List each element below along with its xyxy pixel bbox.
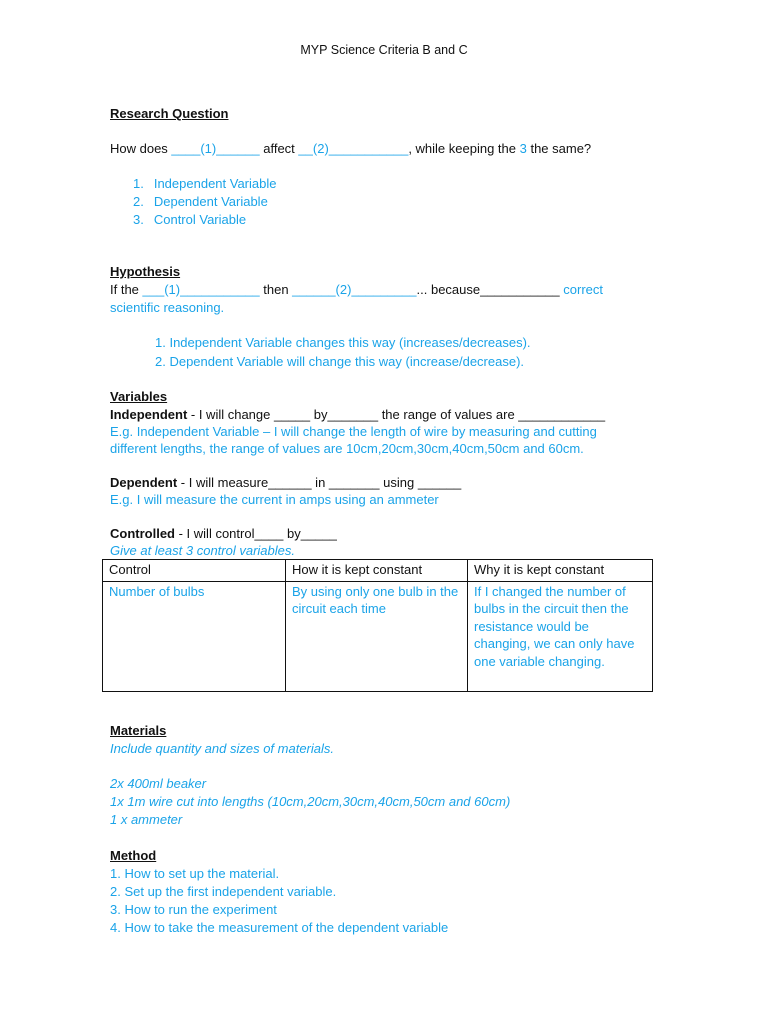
table-row xyxy=(103,581,653,691)
table-header-control: Control xyxy=(103,560,286,582)
method-step-3: 3. How to run the experiment xyxy=(110,902,277,917)
rq-text-4: the same? xyxy=(526,141,592,156)
hypothesis-heading: Hypothesis xyxy=(110,264,181,279)
hyp-text-2: then xyxy=(259,282,293,297)
dependent-example: E.g. I will measure the current in amps using an ammeter xyxy=(110,492,439,507)
dependent-line xyxy=(110,475,461,490)
hyp-text-3: ... because___________ xyxy=(416,282,564,297)
method-step-2: 2. Set up the first independent variable. xyxy=(110,884,337,899)
variables-heading: Variables xyxy=(110,389,168,404)
rq-text-2: affect xyxy=(259,141,299,156)
rq-list-item-3: 3. Control Variable xyxy=(133,212,247,227)
hyp-text-1: If the xyxy=(110,282,143,297)
rq-blank-1: ____(1)______ xyxy=(171,141,260,156)
dependent-text: - I will measure______ in _______ using ______ xyxy=(177,475,462,490)
research-question-line xyxy=(110,141,591,156)
page-title: MYP Science Criteria B and C xyxy=(300,43,468,57)
rq-number-3: 3 xyxy=(519,141,527,156)
material-item-2: 1x 1m wire cut into lengths (10cm,20cm,30cm,40cm,50cm and 60cm) xyxy=(110,794,511,809)
materials-note: Include quantity and sizes of materials. xyxy=(110,741,335,756)
table-header-row xyxy=(103,560,653,582)
rq-list-item-1: 1. Independent Variable xyxy=(133,176,277,191)
method-step-4: 4. How to take the measurement of the dependent variable xyxy=(110,920,449,935)
control-variables-table xyxy=(102,559,653,692)
hypothesis-item-1: 1. Independent Variable changes this way (increases/decreases). xyxy=(155,335,531,350)
method-heading: Method xyxy=(110,848,157,863)
table-header-why: Why it is kept constant xyxy=(468,560,653,582)
hyp-blank-2: ______(2)_________ xyxy=(292,282,417,297)
hyp-correct: correct xyxy=(563,282,603,297)
rq-list-item-2: 2. Dependent Variable xyxy=(133,194,268,209)
materials-heading: Materials xyxy=(110,723,167,738)
independent-example-1: E.g. Independent Variable – I will change the length of wire by measuring and cutting xyxy=(110,424,597,439)
dependent-label: Dependent xyxy=(110,475,178,490)
hypothesis-line-2: scientific reasoning. xyxy=(110,300,225,315)
research-question-heading: Research Question xyxy=(110,106,229,121)
rq-blank-2: __(2)___________ xyxy=(298,141,409,156)
hyp-blank-1: ___(1)___________ xyxy=(142,282,260,297)
rq-text-1: How does xyxy=(110,141,172,156)
material-item-3: 1 x ammeter xyxy=(110,812,183,827)
method-step-1: 1. How to set up the material. xyxy=(110,866,280,881)
controlled-line xyxy=(110,526,337,541)
controlled-note: Give at least 3 control variables. xyxy=(110,543,295,558)
hypothesis-item-2: 2. Dependent Variable will change this way (increase/decrease). xyxy=(155,354,525,369)
controlled-text: - I will control____ by_____ xyxy=(175,526,337,541)
independent-text: - I will change _____ by_______ the range of values are ____________ xyxy=(187,407,606,422)
table-cell-how: By using only one bulb in the circuit each time xyxy=(286,581,468,691)
table-cell-control: Number of bulbs xyxy=(103,581,286,691)
independent-label: Independent xyxy=(110,407,188,422)
controlled-label: Controlled xyxy=(110,526,175,541)
independent-example-2: different lengths, the range of values are 10cm,20cm,30cm,40cm,50cm and 60cm. xyxy=(110,441,584,456)
table-header-how: How it is kept constant xyxy=(286,560,468,582)
hypothesis-line-1 xyxy=(110,282,603,297)
rq-text-3: , while keeping the xyxy=(408,141,520,156)
table-cell-why: If I changed the number of bulbs in the circuit then the resistance would be changing, we can only have one variable changing. xyxy=(468,581,653,691)
material-item-1: 2x 400ml beaker xyxy=(110,776,207,791)
independent-line xyxy=(110,407,605,422)
